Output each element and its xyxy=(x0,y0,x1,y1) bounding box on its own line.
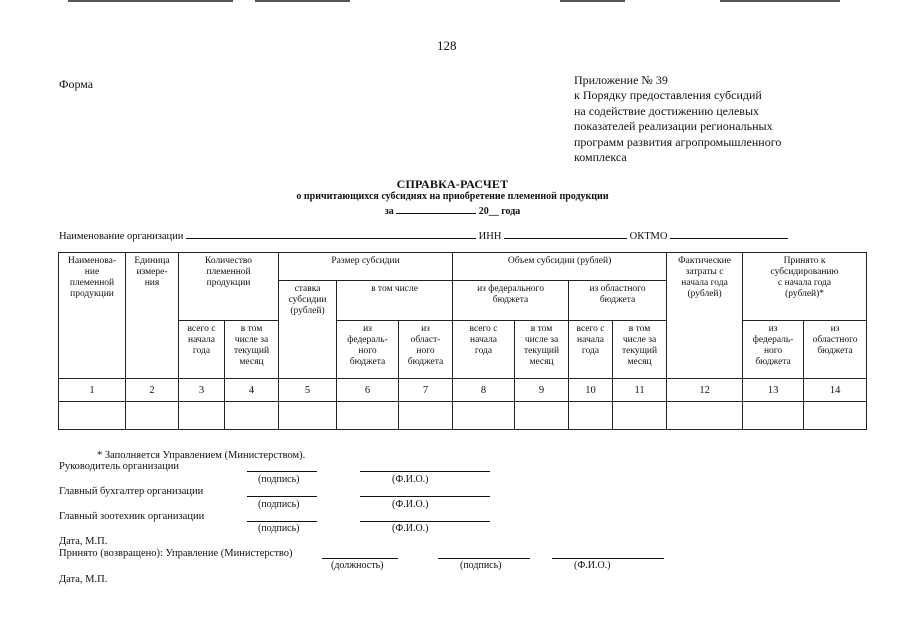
table-cell[interactable] xyxy=(225,402,279,430)
table-cell[interactable] xyxy=(804,402,867,430)
period-blank[interactable] xyxy=(396,203,476,214)
inn-field[interactable] xyxy=(504,228,627,239)
accountant-signature-line[interactable] xyxy=(247,496,317,497)
appendix-block xyxy=(574,73,781,165)
zootech-fio-caption: (Ф.И.О.) xyxy=(392,523,429,534)
org-name-label: Наименование организации xyxy=(59,231,184,242)
doc-title: СПРАВКА-РАСЧЕТ xyxy=(396,177,509,191)
head-label: Руководитель организации xyxy=(59,461,179,472)
table-cell[interactable] xyxy=(337,402,399,430)
header-rate-reg: из област- ного бюджета xyxy=(399,321,453,379)
period-prefix: за xyxy=(384,206,394,217)
header-product-name: Наименова- ние племенной продукции xyxy=(59,253,126,379)
column-number: 5 xyxy=(279,379,337,402)
appendix-line: на содействие достижению целевых xyxy=(574,103,760,118)
zootech-signature-caption: (подпись) xyxy=(258,523,300,534)
table-cell[interactable] xyxy=(743,402,804,430)
oktmo-label: ОКТМО xyxy=(629,231,668,242)
subsidy-table xyxy=(58,252,867,430)
accepted-position-line[interactable] xyxy=(322,558,398,559)
date-mp-2: Дата, М.П. xyxy=(59,574,108,585)
appendix-line: к Порядку предоставления субсидий xyxy=(574,88,762,103)
header-reg-budget: из областного бюджета xyxy=(569,281,667,321)
oktmo-field[interactable] xyxy=(670,228,788,239)
table-cell[interactable] xyxy=(613,402,667,430)
column-number: 14 xyxy=(804,379,867,402)
column-number: 2 xyxy=(126,379,179,402)
page-number: 128 xyxy=(437,38,457,53)
column-number: 8 xyxy=(453,379,515,402)
header-reg-total: всего с начала года xyxy=(569,321,613,379)
header-unit: Единица измере- ния xyxy=(126,253,179,379)
table-cell[interactable] xyxy=(126,402,179,430)
table-cell[interactable] xyxy=(399,402,453,430)
appendix-line: Приложение № 39 xyxy=(574,73,668,87)
accepted-label: Принято (возвращено): Управление (Министерство) xyxy=(59,548,293,559)
head-signature-caption: (подпись) xyxy=(258,474,300,485)
header-fed-budget: из федерального бюджета xyxy=(453,281,569,321)
accountant-fio-line[interactable] xyxy=(360,496,490,497)
column-number: 10 xyxy=(569,379,613,402)
accountant-label: Главный бухгалтер организации xyxy=(59,486,204,497)
zootech-label: Главный зоотехник организации xyxy=(59,511,205,522)
zootech-fio-line[interactable] xyxy=(360,521,490,522)
header-rate: ставка субсидии (рублей) xyxy=(279,281,337,379)
column-number: 7 xyxy=(399,379,453,402)
column-number: 3 xyxy=(179,379,225,402)
period-year: 20__ года xyxy=(478,206,521,217)
accountant-signature-caption: (подпись) xyxy=(258,499,300,510)
header-actual-costs: Фактические затраты с начала года (рублей) xyxy=(667,253,743,379)
accepted-fio-line[interactable] xyxy=(552,558,664,559)
head-fio-line[interactable] xyxy=(360,471,490,472)
org-name-field[interactable] xyxy=(186,228,476,239)
table-cell[interactable] xyxy=(59,402,126,430)
table-cell[interactable] xyxy=(667,402,743,430)
header-volume-group: Объем субсидии (рублей) xyxy=(453,253,667,281)
table-cell[interactable] xyxy=(569,402,613,430)
table-row xyxy=(59,402,867,430)
table-cell[interactable] xyxy=(453,402,515,430)
header-accepted-fed: из федераль- ного бюджета xyxy=(743,321,804,379)
accountant-fio-caption: (Ф.И.О.) xyxy=(392,499,429,510)
column-number: 13 xyxy=(743,379,804,402)
date-mp: Дата, М.П. xyxy=(59,536,108,547)
header-fed-month: в том числе за текущий месяц xyxy=(515,321,569,379)
header-qty-month: в том числе за текущий месяц xyxy=(225,321,279,379)
header-rate-fed: из федераль- ного бюджета xyxy=(337,321,399,379)
inn-label: ИНН xyxy=(478,231,502,242)
table-cell[interactable] xyxy=(179,402,225,430)
header-fed-total: всего с начала года xyxy=(453,321,515,379)
header-accepted: Принято к субсидированию с начала года (рублей)* xyxy=(743,253,867,321)
org-line xyxy=(59,228,788,242)
table-cell[interactable] xyxy=(515,402,569,430)
zootech-signature-line[interactable] xyxy=(247,521,317,522)
column-number: 9 xyxy=(515,379,569,402)
appendix-line: программ развития агропромышленного xyxy=(574,134,782,149)
scan-edge-line xyxy=(560,0,625,2)
header-including: в том числе xyxy=(337,281,453,321)
appendix-line: показателей реализации региональных xyxy=(574,119,773,134)
scan-edge-line xyxy=(720,0,840,2)
doc-subtitle: о причитающихся субсидиях на приобретение племенной продукции xyxy=(296,191,609,202)
form-label: Форма xyxy=(59,77,94,91)
header-qty-total: всего с начала года xyxy=(179,321,225,379)
scan-edge-line xyxy=(68,0,233,2)
column-number: 11 xyxy=(613,379,667,402)
scan-edge-line xyxy=(255,0,350,2)
header-reg-month: в том числе за текущий месяц xyxy=(613,321,667,379)
header-quantity: Количество племенной продукции xyxy=(179,253,279,321)
position-caption: (должность) xyxy=(331,560,384,571)
doc-period xyxy=(0,203,905,217)
accepted-fio-caption: (Ф.И.О.) xyxy=(574,560,611,571)
appendix-line: комплекса xyxy=(574,150,627,165)
column-number: 4 xyxy=(225,379,279,402)
table-cell[interactable] xyxy=(279,402,337,430)
footnote: * Заполняется Управлением (Министерством). xyxy=(97,450,306,461)
head-signature-line[interactable] xyxy=(247,471,317,472)
header-accepted-reg: из областного бюджета xyxy=(804,321,867,379)
head-fio-caption: (Ф.И.О.) xyxy=(392,474,429,485)
column-number: 6 xyxy=(337,379,399,402)
accepted-signature-line[interactable] xyxy=(438,558,530,559)
column-number: 12 xyxy=(667,379,743,402)
header-rate-group: Размер субсидии xyxy=(279,253,453,281)
accepted-signature-caption: (подпись) xyxy=(460,560,502,571)
column-number: 1 xyxy=(59,379,126,402)
